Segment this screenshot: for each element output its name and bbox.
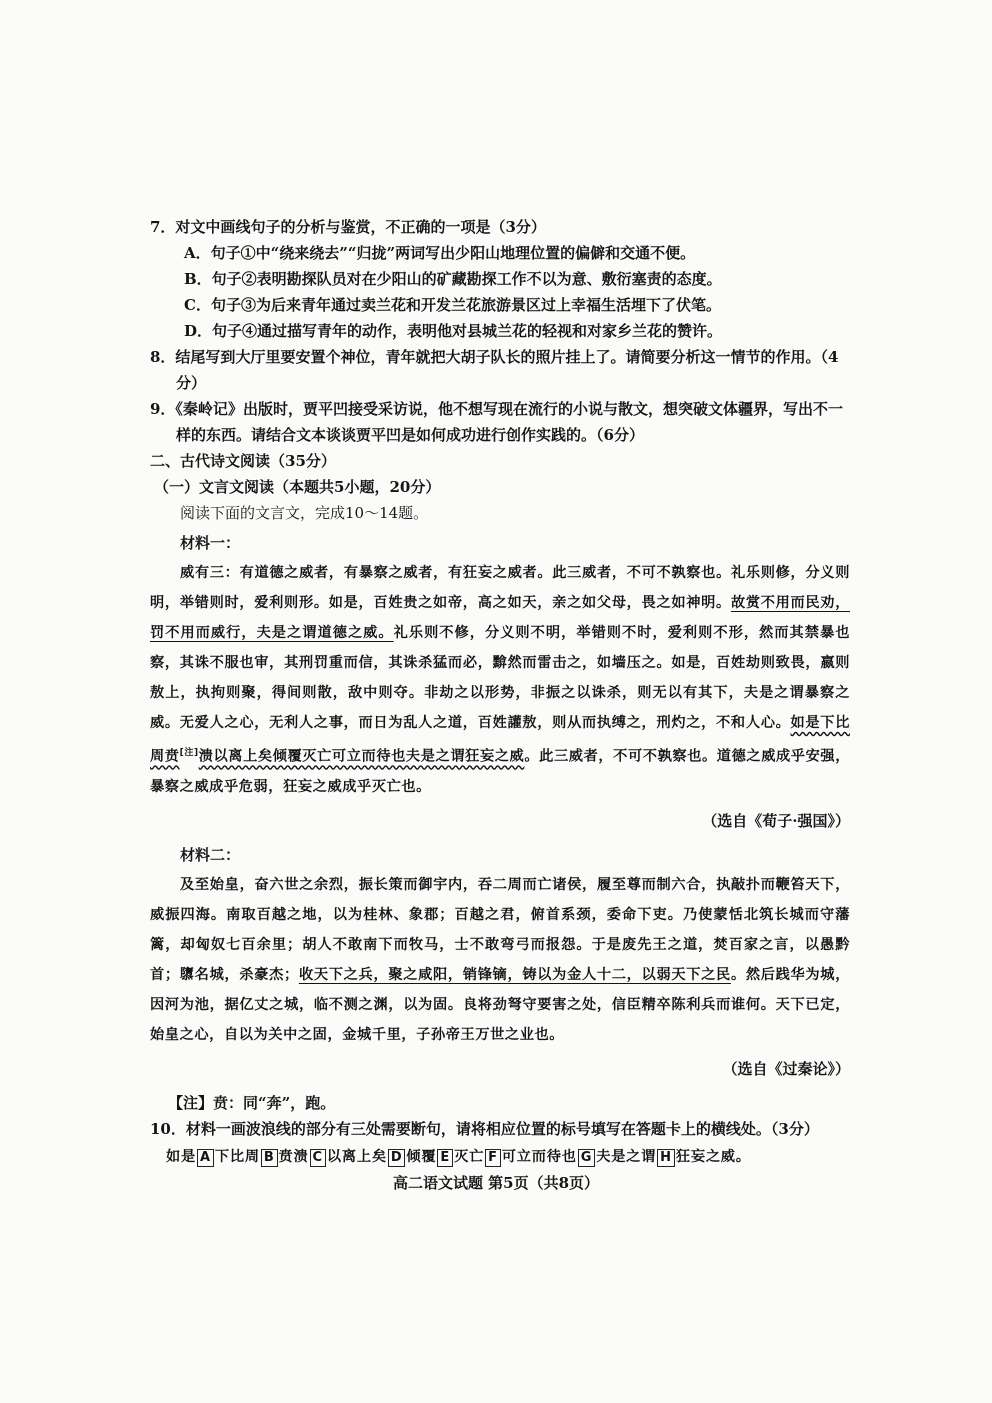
material-1-label: 材料一： — [180, 534, 241, 552]
question-7-option-b: B．句子②表明勘探队员对在少阳山的矿藏勘探工作不以为意、敷衍塞责的态度。 — [184, 270, 722, 288]
question-7-stem: 7．对文中画线句子的分析与鉴赏，不正确的一项是（3分） — [150, 218, 546, 236]
material-1-underlined-sentence: 故赏不用而民劝，罚不用而威行，夫是之谓道德之威。 — [150, 595, 850, 641]
material-1-source: （选自《荀子·强国》） — [702, 811, 850, 830]
question-7-option-a: A．句子①中“绕来绕去”“归拢”两词写出少阳山地理位置的偏僻和交通不便。 — [184, 244, 696, 262]
break-label-g: G — [578, 1149, 595, 1167]
break-label-c: C — [310, 1149, 326, 1167]
question-8: 8．结尾写到大厅里要安置个神位，青年就把大胡子队长的照片挂上了。请简要分析这一情节的作用。（4分） — [150, 348, 839, 392]
annotation-note: 【注】贲：同“奔”，跑。 — [168, 1093, 336, 1112]
material-1-p3: 。此三威者，不可不孰察也。道德之威成乎安强，暴察之威成乎危弱，狂妄之威成乎灭亡也。 — [150, 748, 851, 795]
segment: 倾覆 — [406, 1148, 437, 1165]
segment: 夫是之谓 — [596, 1148, 657, 1165]
segment: 下比周 — [214, 1148, 260, 1165]
segment: 灭亡 — [454, 1148, 485, 1165]
segment: 以离上矣 — [326, 1148, 387, 1165]
material-1-p2: 礼乐则不修，分义则不明，举错则不时，爱利则不形，然而其禁暴也察，其诛不服也审，其刑罚重而信，其诛杀猛而必，黭然而雷击之，如墙压之。如是，百姓劫则致畏，嬴则敖上，执拘则聚，得间则散，敌中则夺。非劫之以形势，非振之以诛杀，则无以有其下，夫是之谓暴察之威。无爱人之心，无利人之事，而日为乱人之道，百姓讙敖，则从而执缚之，刑灼之，不和人心。 — [150, 625, 850, 731]
question-7-option-c: C．句子③为后来青年通过卖兰花和开发兰花旅游景区过上幸福生活埋下了伏笔。 — [184, 296, 721, 314]
question-10-stem: 10．材料一画波浪线的部分有三处需要断句，请将相应位置的标号填写在答题卡上的横线处。（3分） — [150, 1119, 819, 1138]
break-label-b: B — [261, 1149, 278, 1167]
segment: 贲溃 — [278, 1148, 309, 1165]
material-2-p2: 。然后践华为城，因河为池，据亿丈之城，临不测之渊，以为固。良将劲弩守要害之处，信臣精卒陈利兵而谁何。天下已定，始皇之心，自以为关中之固，金城千里，子孙帝王万世之业也。 — [150, 966, 850, 1043]
material-1-p1: 威有三：有道德之威者，有暴察之威者，有狂妄之威者。此三威者，不可不孰察也。礼乐则修，分义则明，举错则时，爱利则形。如是，百姓贵之如帝，高之如天，亲之如父母，畏之如神明。 — [150, 565, 850, 611]
material-2-text — [150, 870, 850, 1050]
section-heading: 二、古代诗文阅读（35分） — [150, 452, 336, 470]
break-label-d: D — [388, 1149, 406, 1167]
break-label-e: E — [437, 1149, 453, 1167]
reading-instruction: 阅读下面的文言文，完成10～14题。 — [180, 504, 429, 522]
material-1-wavy-b: 溃以离上矣倾覆灭亡可立而待也夫是之谓狂妄之威 — [198, 748, 525, 765]
break-label-a: A — [197, 1149, 214, 1167]
break-label-h: H — [657, 1149, 675, 1167]
segment: 如是 — [166, 1148, 196, 1165]
material-2-source: （选自《过秦论》） — [722, 1059, 850, 1078]
material-2-p1: 及至始皇，奋六世之余烈，振长策而御宇内，吞二周而亡诸侯，履至尊而制六合，执敲扑而鞭笞天下，威振四海。南取百越之地，以为桂林、象郡；百越之君，俯首系颈，委命下吏。乃使蒙恬北筑长城而守藩篱，却匈奴七百余里；胡人不敢南下而牧马，士不敢弯弓而报怨。于是废先王之道，焚百家之言，以愚黔首；隳名城，杀豪杰； — [150, 876, 850, 983]
material-1-text — [150, 558, 850, 802]
question-7-option-d: D．句子④通过描写青年的动作，表明他对县城兰花的轻视和对家乡兰花的赞许。 — [184, 322, 723, 340]
note-marker: [注] — [179, 748, 199, 758]
segment: 可立而待也 — [501, 1148, 577, 1165]
material-1-wavy-a: 如是下比周贲 — [150, 715, 850, 765]
material-2-label: 材料二： — [180, 845, 241, 864]
page-footer: 高二语文试题 第5页（共8页） — [392, 1174, 600, 1192]
segment: 狂妄之威。 — [675, 1148, 751, 1165]
material-2-underlined-sentence: 收天下之兵，聚之咸阳，销锋镝，铸以为金人十二，以弱天下之民 — [298, 966, 731, 983]
exam-page — [150, 214, 850, 1170]
break-label-f: F — [485, 1149, 501, 1167]
question-9: 9．《秦岭记》出版时，贾平凹接受采访说，他不想写现在流行的小说与散文，想突破文体疆界，写出不一样的东西。请结合文本谈谈贾平凹是如何成功进行创作实践的。（6分） — [150, 400, 843, 444]
punctuation-exercise — [150, 1144, 850, 1170]
subsection-heading: （一）文言文阅读（本题共5小题，20分） — [154, 478, 441, 496]
